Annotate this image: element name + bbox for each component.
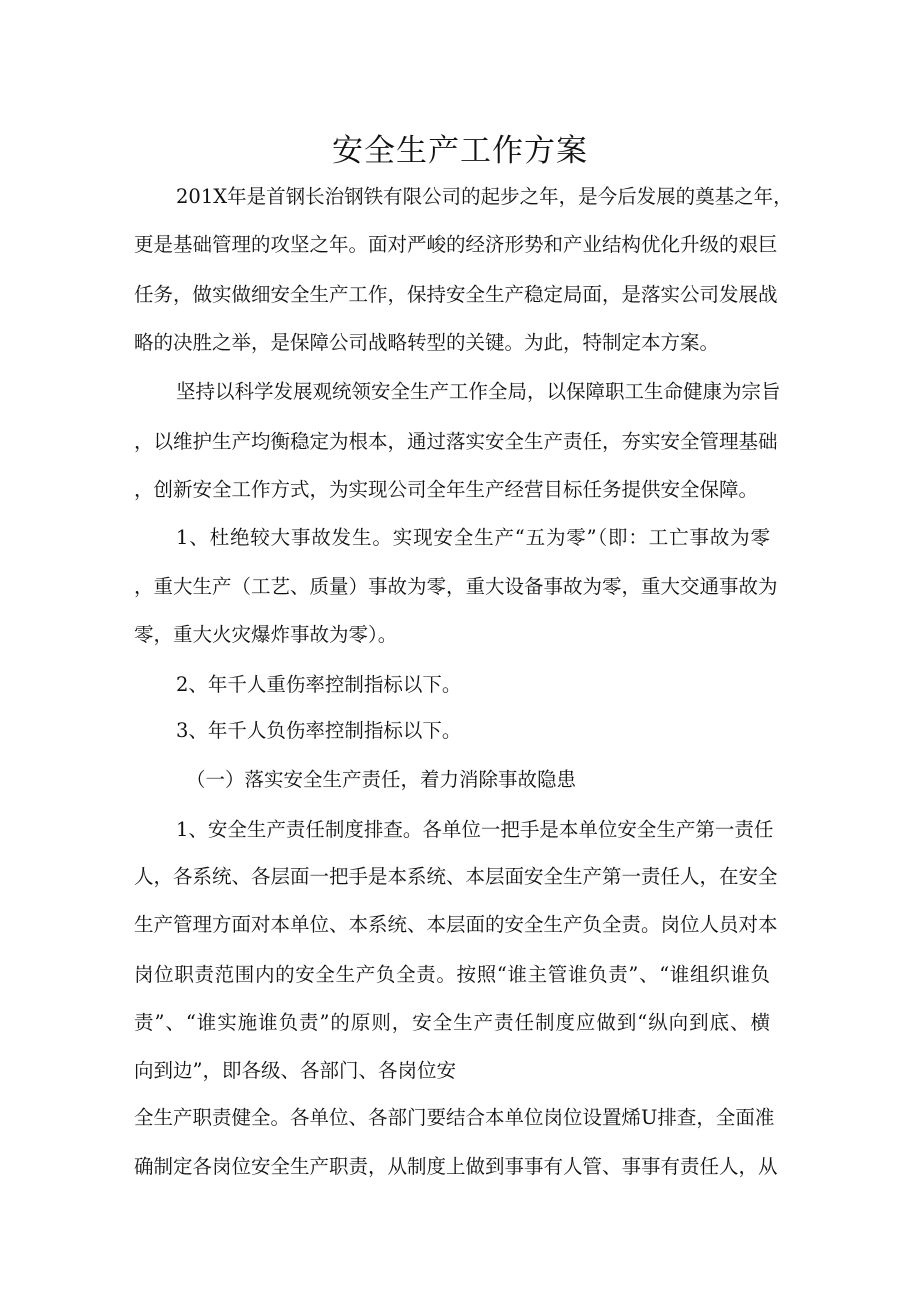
paragraph-line: ，创新安全工作方式，为实现公司全年生产经营目标任务提供安全保障。 xyxy=(134,478,759,501)
paragraph-line: 全生产职责健全。各单位、各部门要结合本单位岗位设置烯U排查，全面准 xyxy=(134,1106,775,1129)
paragraph-line: 生产管理方面对本单位、本系统、本层面的安全生产负全责。岗位人员对本 xyxy=(134,913,778,936)
paragraph-line: 零，重大火灾爆炸事故为零）。 xyxy=(134,623,398,646)
paragraph-line: ，重大生产（工艺、质量）事故为零，重大设备事故为零，重大交通事故为 xyxy=(134,575,778,598)
paragraph-line: 1、安全生产责任制度排查。各单位一把手是本单位安全生产第一责任 xyxy=(176,818,774,841)
paragraph-line: 确制定各岗位安全生产职责，从制度上做到事事有人管、事事有责任人，从 xyxy=(134,1155,778,1178)
paragraph-line: 201X年是首钢长治钢铁有限公司的起步之年，是今后发展的奠基之年， xyxy=(176,185,793,208)
paragraph-line: 2、年千人重伤率控制指标以下。 xyxy=(176,673,462,696)
paragraph-line: 坚持以科学发展观统领安全生产工作全局，以保障职工生命健康为宗旨 xyxy=(176,380,781,403)
paragraph-line: 更是基础管理的攻坚之年。面对严峻的经济形势和产业结构优化升级的艰巨 xyxy=(134,233,778,256)
paragraph-line: 向到边”，即各级、各部门、各岗位安 xyxy=(134,1059,456,1082)
paragraph-line: 1、杜绝较大事故发生。实现安全生产“五为零”（即：工亡事故为零 xyxy=(176,526,770,549)
paragraph-line: 3、年千人负伤率控制指标以下。 xyxy=(176,719,462,742)
paragraph-line: ，以维护生产均衡稳定为根本，通过落实安全生产责任，夯实安全管理基础 xyxy=(134,430,778,453)
paragraph-line: 责”、“谁实施谁负责”的原则，安全生产责任制度应做到“纵向到底、横 xyxy=(134,1011,770,1034)
paragraph-line: 任务，做实做细安全生产工作，保持安全生产稳定局面，是落实公司发展战 xyxy=(134,283,778,306)
document-title: 安全生产工作方案 xyxy=(332,133,588,169)
section-heading: （一）落实安全生产责任，着力消除事故隐患 xyxy=(186,768,577,791)
paragraph-line: 人，各系统、各层面一把手是本系统、本层面安全生产第一责任人，在安全 xyxy=(134,865,778,888)
paragraph-line: 略的决胜之举，是保障公司战略转型的关键。为此，特制定本方案。 xyxy=(134,331,720,354)
paragraph-line: 岗位职责范围内的安全生产负全责。按照“谁主管谁负责”、“谁组织谁负 xyxy=(134,963,770,986)
